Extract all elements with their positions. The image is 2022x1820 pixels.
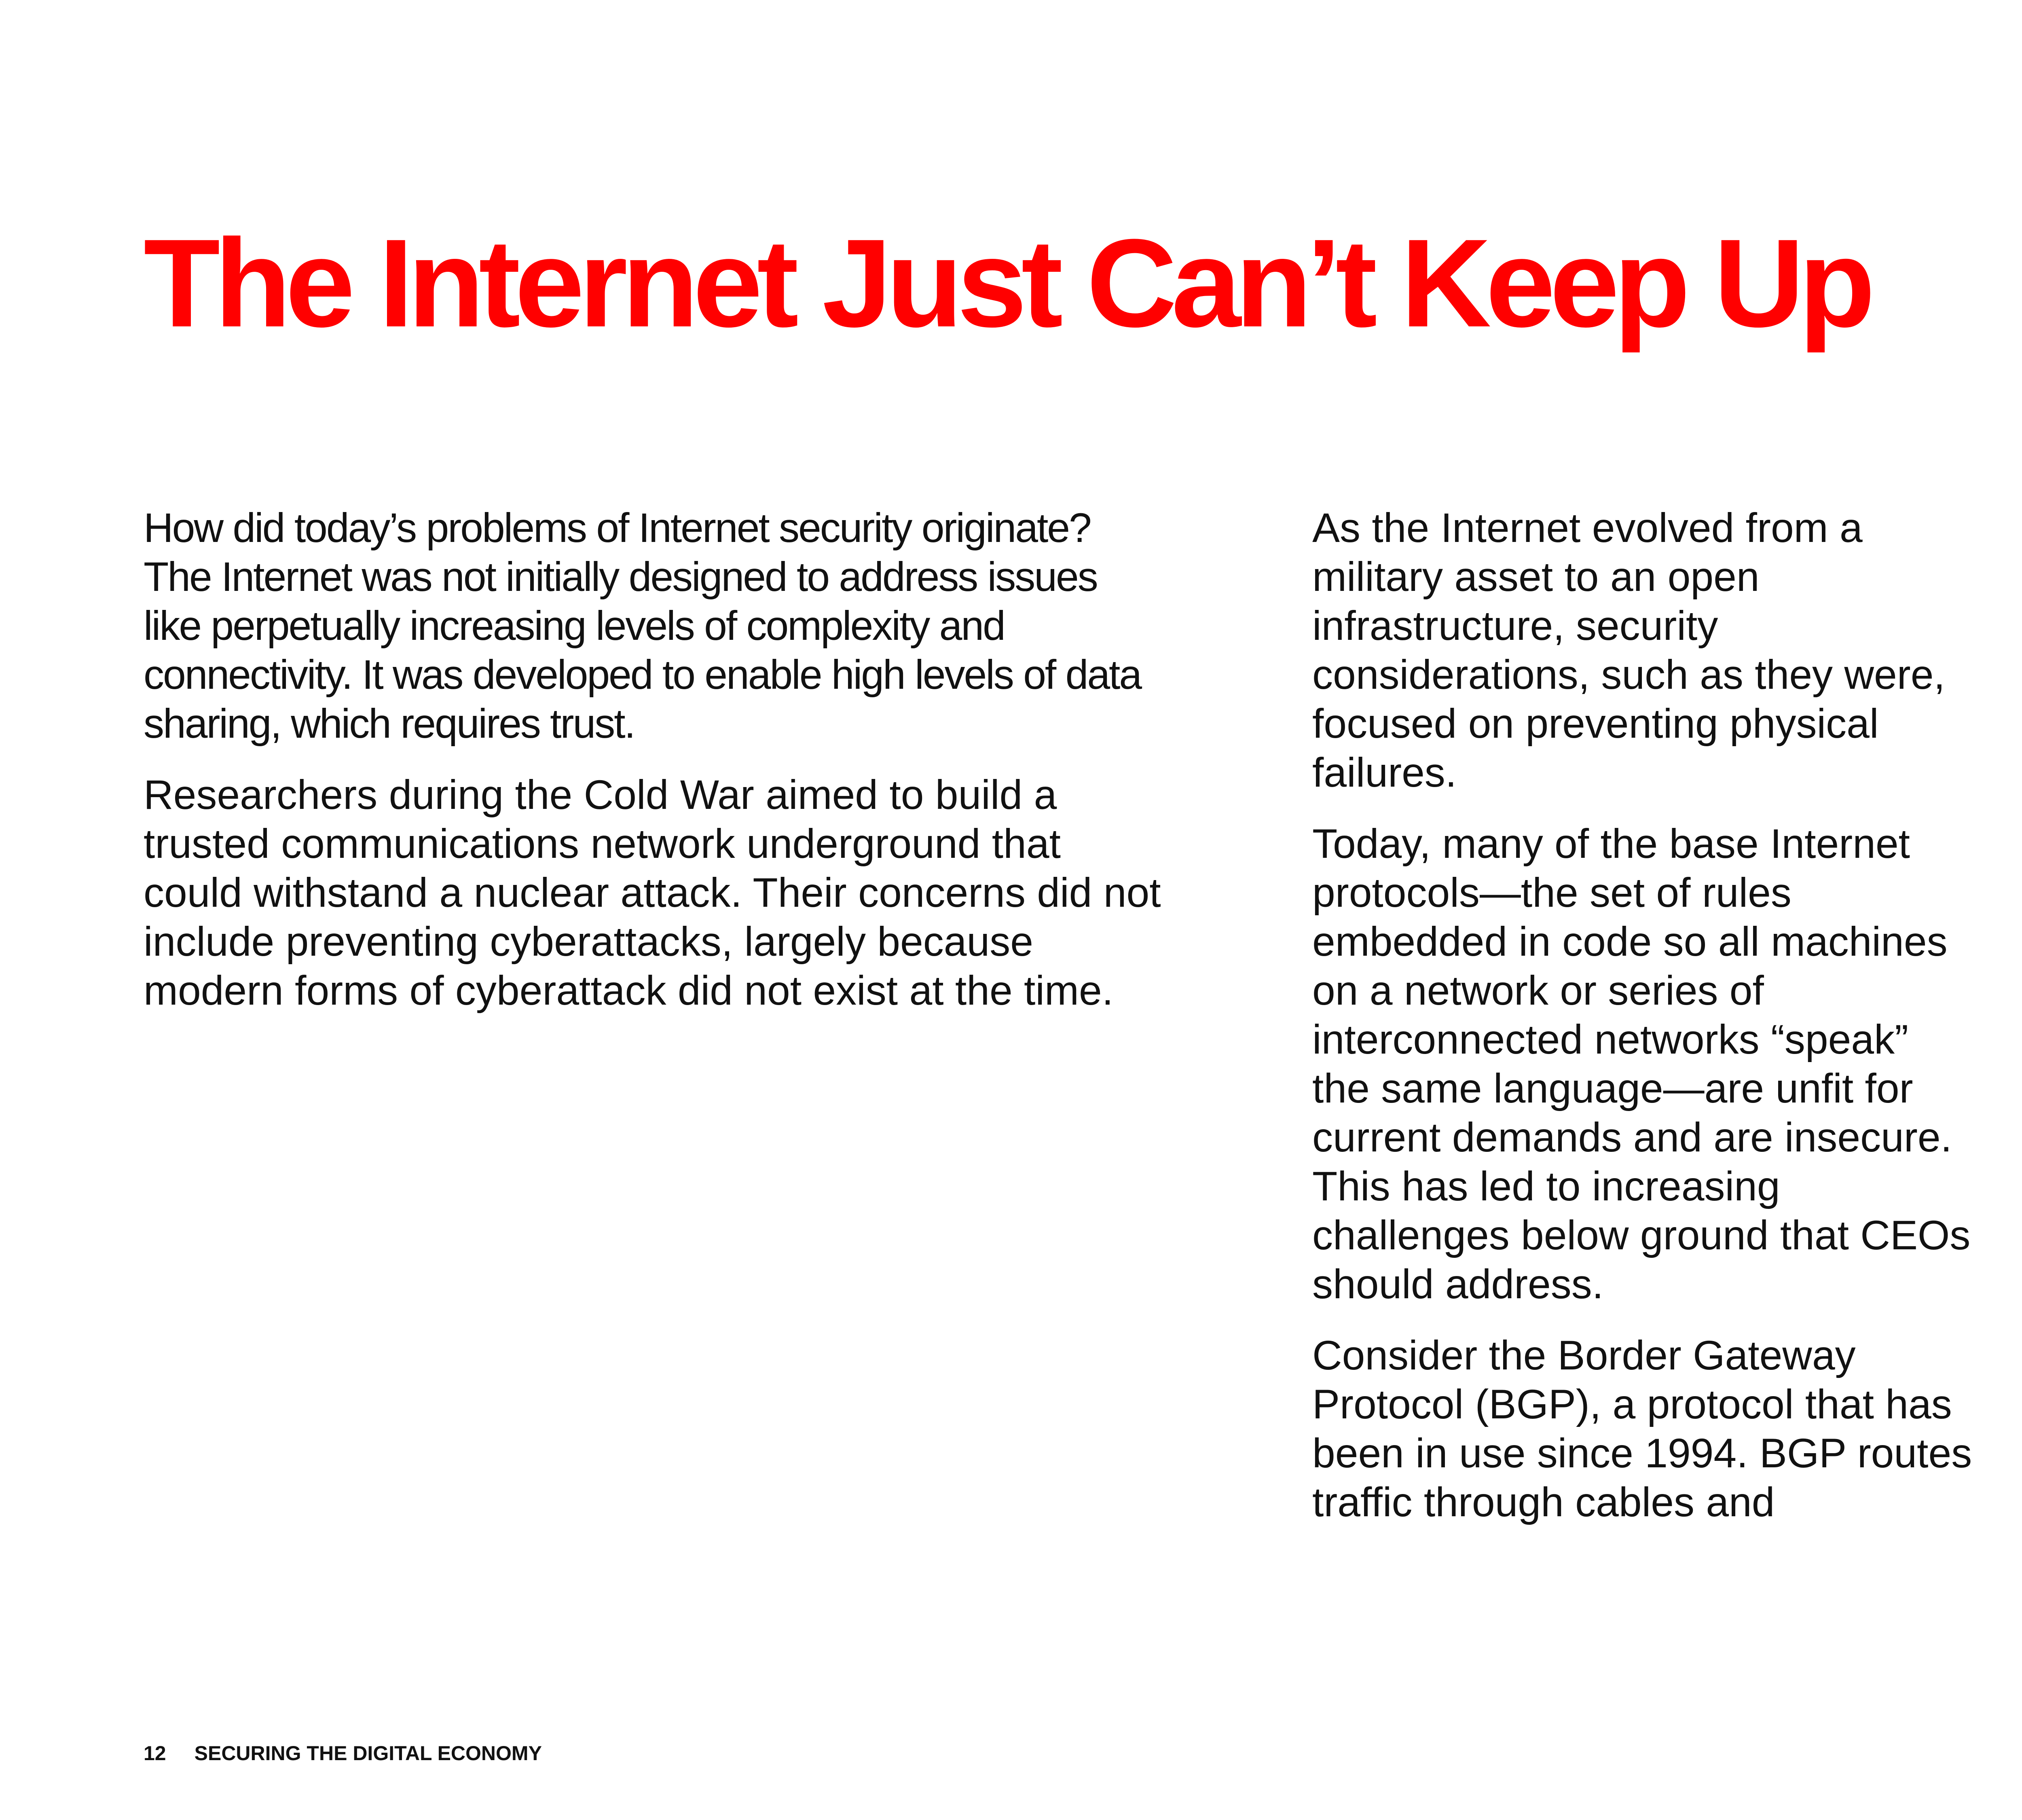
paragraph: Today, many of the base Internet protocols—the set of rules embedded in code so all machines on a network or series of interconnected networks “speak” the same language—are unfit for current demands and are insecure. This has led to increasing challenges below ground that CEOs should address. xyxy=(1312,821,1971,1307)
text-column-middle xyxy=(1312,504,1975,1549)
page-footer xyxy=(144,1743,542,1763)
paragraph: As the Internet evolved from a military asset to an open infrastructure, security considerations, such as they were, focused on preventing physical failures. xyxy=(1312,505,1945,796)
footer-section-title: SECURING THE DIGITAL ECONOMY xyxy=(194,1742,542,1765)
page-title: The Internet Just Can’t Keep Up xyxy=(144,213,1870,353)
paragraph: Researchers during the Cold War aimed to build a trusted communications network underground that could withstand a nuclear attack. Their concerns did not include preventing cyberattacks, largely because modern forms of cyberattack did not exist at the time. xyxy=(144,772,1161,1014)
paragraph: How did today’s problems of Internet security originate? The Internet was not initially designed to address issues like perpetually increasing levels of complexity and connectivity. It was developed to enable high levels of data sharing, which requires trust. xyxy=(144,505,1141,747)
text-column-left xyxy=(144,504,1163,1037)
paragraph: Consider the Border Gateway Protocol (BGP), a protocol that has been in use since 1994. BGP routes traffic through cables and xyxy=(1312,1332,1972,1525)
page-number: 12 xyxy=(144,1742,166,1765)
